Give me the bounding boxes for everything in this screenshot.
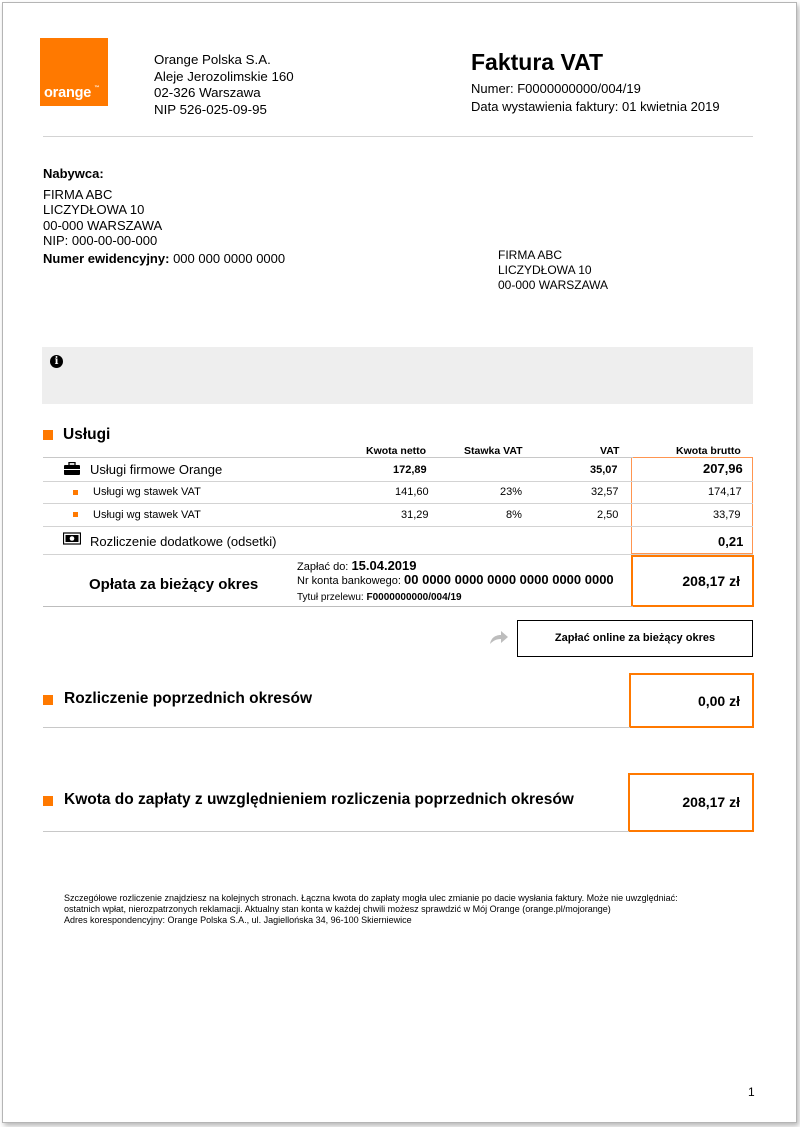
due-date xyxy=(297,558,417,573)
total-amount-box xyxy=(628,773,754,832)
row-divider xyxy=(43,831,629,832)
seller-info xyxy=(154,52,294,118)
sub-row-label: Usługi wg stawek VAT xyxy=(93,486,201,498)
previous-amount-box xyxy=(629,673,754,728)
sub-bullet-icon xyxy=(73,512,78,517)
section-bullet-icon xyxy=(43,695,53,705)
info-box xyxy=(42,347,753,404)
buyer-name: FIRMA ABC xyxy=(43,186,113,202)
seller-nip: NIP 526-025-09-95 xyxy=(154,101,267,117)
main-service-label: Usługi firmowe Orange xyxy=(90,462,223,477)
footer-line: Adres korespondencyjny: Orange Polska S.A., ul. Jagiellońska 34, 96-100 Skierniewice xyxy=(64,915,412,925)
seller-street: Aleje Jerozolimskie 160 xyxy=(154,68,294,84)
row-divider xyxy=(43,481,753,482)
total-label: Kwota do zapłaty z uwzględnieniem rozliczenia poprzednich okresów xyxy=(64,791,574,808)
transfer-title-value: F0000000000/004/19 xyxy=(366,592,462,603)
sub-row-rate: 8% xyxy=(506,509,522,521)
sub-bullet-icon xyxy=(73,490,78,495)
col-rate: Stawka VAT xyxy=(464,445,523,457)
evid-number xyxy=(43,251,285,266)
sub-row-brutto: 33,79 xyxy=(713,509,741,521)
sub-row-netto: 141,60 xyxy=(395,486,429,498)
previous-amount: 0,00 zł xyxy=(697,693,740,709)
row-divider xyxy=(43,526,753,527)
due-date-label: Zapłać do: xyxy=(297,561,349,573)
header-divider xyxy=(43,136,753,137)
services-title: Usługi xyxy=(63,426,111,443)
current-period-label: Opłata za bieżący okres xyxy=(89,576,259,593)
orange-logo xyxy=(40,38,108,106)
invoice-meta xyxy=(471,80,720,116)
mailing-address xyxy=(498,248,608,293)
footer-line: Szczegółowe rozliczenie znajdziesz na kolejnych stronach. Łączna kwota do zapłaty mogła ulec zmianie po dacie wysłania faktury. Może nie uwzględniać: xyxy=(64,893,678,903)
buyer-city: 00-000 WARSZAWA xyxy=(43,217,163,233)
main-vat: 35,07 xyxy=(590,464,618,476)
sub-row-label: Usługi wg stawek VAT xyxy=(93,509,201,521)
seller-city: 02-326 Warszawa xyxy=(154,85,261,100)
footer-note xyxy=(64,893,724,926)
previous-periods-label: Rozliczenie poprzednich okresów xyxy=(64,690,313,707)
row-divider xyxy=(43,727,630,728)
sub-row-vat: 32,57 xyxy=(591,486,619,498)
transfer-title-label: Tytuł przelewu: xyxy=(297,592,364,603)
pay-online-button[interactable]: Zapłać online za bieżący okres xyxy=(517,620,753,657)
main-brutto: 207,96 xyxy=(703,461,743,476)
mailing-city: 00-000 WARSZAWA xyxy=(498,278,609,292)
bank-account-label: Nr konta bankowego: xyxy=(297,575,401,587)
mailing-street: LICZYDŁOWA 10 xyxy=(498,263,592,277)
row-divider xyxy=(43,503,753,504)
buyer-label: Nabywca: xyxy=(43,166,104,181)
bank-account-value: 00 0000 0000 0000 0000 0000 0000 xyxy=(404,572,614,587)
main-netto: 172,89 xyxy=(393,464,427,476)
transfer-title xyxy=(297,592,462,603)
current-amount: 208,17 zł xyxy=(682,573,740,589)
extra-brutto: 0,21 xyxy=(718,534,744,549)
due-date-value: 15.04.2019 xyxy=(351,558,417,573)
sub-row-rate: 23% xyxy=(500,486,523,498)
row-divider xyxy=(43,606,633,607)
info-icon: i xyxy=(50,355,63,368)
logo-text: orange ™ xyxy=(44,85,100,101)
section-bullet-icon xyxy=(43,796,53,806)
invoice-title: Faktura VAT xyxy=(471,49,604,75)
mailing-name: FIRMA ABC xyxy=(498,248,563,262)
sub-row-brutto: 174,17 xyxy=(708,486,742,498)
sub-row-vat: 2,50 xyxy=(597,509,619,521)
extra-label: Rozliczenie dodatkowe (odsetki) xyxy=(90,534,277,549)
seller-name: Orange Polska S.A. xyxy=(154,52,271,67)
buyer-street: LICZYDŁOWA 10 xyxy=(43,202,145,217)
briefcase-icon xyxy=(63,462,81,476)
arrow-right-icon xyxy=(489,630,509,645)
current-amount-box xyxy=(631,555,754,607)
col-brutto: Kwota brutto xyxy=(676,445,741,457)
buyer-info xyxy=(43,166,162,249)
evid-label: Numer ewidencyjny: xyxy=(43,251,170,266)
invoice-date: Data wystawienia faktury: 01 kwietnia 2019 xyxy=(471,99,720,114)
footer-line: ostatnich wpłat, nierozpatrzonych reklamacji. Aktualny stan konta w każdej chwili możesz sprawdzić w Mój Orange (orange.pl/mojorange) xyxy=(64,904,611,914)
buyer-nip: NIP: 000-00-00-000 xyxy=(43,233,158,248)
col-vat: VAT xyxy=(600,445,620,457)
invoice-number: Numer: F0000000000/004/19 xyxy=(471,81,641,96)
banknote-icon xyxy=(63,532,81,545)
row-divider xyxy=(43,457,633,458)
bank-account xyxy=(297,572,614,587)
page-number: 1 xyxy=(748,1085,755,1099)
evid-value: 000 000 0000 0000 xyxy=(173,251,286,266)
col-netto: Kwota netto xyxy=(366,445,427,457)
sub-row-netto: 31,29 xyxy=(401,509,429,521)
section-bullet-icon xyxy=(43,430,53,440)
total-amount: 208,17 zł xyxy=(682,794,740,810)
